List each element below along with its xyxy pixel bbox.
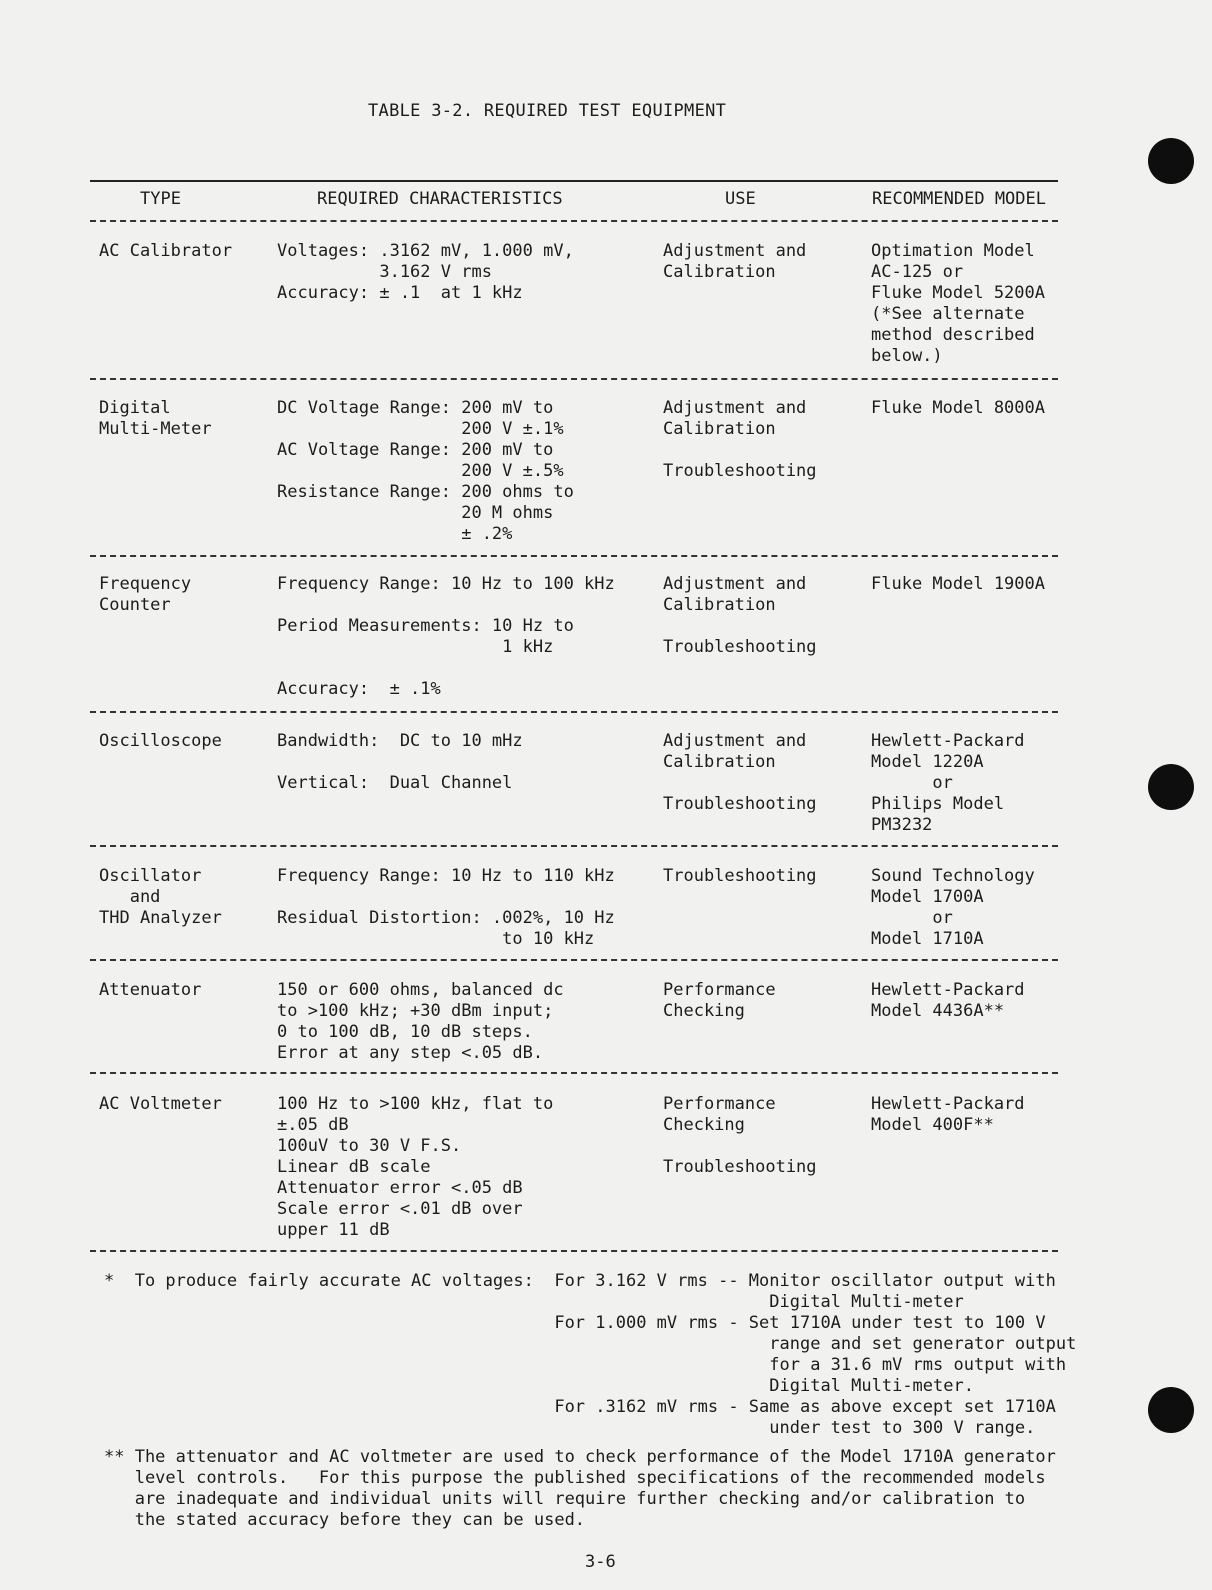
table-top-rule — [90, 180, 1058, 182]
cell-characteristics: 100 Hz to >100 kHz, flat to ±.05 dB 100uV to 30 V F.S. Linear dB scale Attenuator error <.05 dB Scale error <.01 dB over upper 11 dB — [277, 1094, 554, 1240]
punch-hole — [1148, 138, 1194, 184]
cell-characteristics: DC Voltage Range: 200 mV to 200 V ±.1% AC Voltage Range: 200 mV to 200 V ±.5% Resistance Range: 200 ohms to 20 M ohms ± .2% — [277, 398, 574, 544]
cell-characteristics: Frequency Range: 10 Hz to 110 kHz Residual Distortion: .002%, 10 Hz to 10 kHz — [277, 866, 615, 949]
footnote-double-star: ** The attenuator and AC voltmeter are used to check performance of the Model 1710A generator level controls. For this purpose the published specifications of the recommended models are inadequate and individual units will require further checking and/or calibration to the stated accuracy before they can be used. — [104, 1447, 1056, 1530]
table-title: TABLE 3-2. REQUIRED TEST EQUIPMENT — [368, 101, 727, 121]
row-rule — [90, 711, 1058, 713]
cell-type: Frequency Counter — [99, 574, 192, 615]
cell-type: Digital Multi-Meter — [99, 398, 212, 439]
cell-model: Hewlett-Packard Model 400F** — [871, 1094, 1025, 1135]
cell-type: Oscillator and THD Analyzer — [99, 866, 222, 928]
cell-model: Fluke Model 8000A — [871, 398, 1045, 418]
cell-characteristics: 150 or 600 ohms, balanced dc to >100 kHz; +30 dBm input; 0 to 100 dB, 10 dB steps. Error at any step <.05 dB. — [277, 980, 564, 1063]
header-type: TYPE — [140, 189, 181, 209]
row-rule — [90, 845, 1058, 847]
header-model: RECOMMENDED MODEL — [872, 189, 1046, 209]
cell-type: Oscilloscope — [99, 731, 222, 751]
cell-model: Fluke Model 1900A — [871, 574, 1045, 594]
cell-use: Performance Checking — [663, 980, 776, 1021]
row-rule — [90, 1072, 1058, 1074]
header-rule — [90, 220, 1058, 222]
cell-model: Hewlett-Packard Model 4436A** — [871, 980, 1025, 1021]
page-number: 3-6 — [585, 1552, 616, 1572]
header-use: USE — [725, 189, 756, 209]
cell-type: AC Voltmeter — [99, 1094, 222, 1114]
footnote-single-star: * To produce fairly accurate AC voltages: For 3.162 V rms -- Monitor oscillator output with Digital Multi-meter For 1.000 mV rms - Set 1710A under test to 100 V range and set generator output for a 31.6 mV rms output with Digital Multi-meter. For .3162 mV rms - Same as above except set 1710A under test to 300 V range. — [104, 1271, 1077, 1438]
cell-characteristics: Frequency Range: 10 Hz to 100 kHz Period Measurements: 10 Hz to 1 kHz Accuracy: ± .1% — [277, 574, 615, 699]
table-bottom-rule — [90, 1250, 1058, 1252]
header-characteristics: REQUIRED CHARACTERISTICS — [317, 189, 563, 209]
row-rule — [90, 378, 1058, 380]
punch-hole — [1148, 764, 1194, 810]
cell-use: Adjustment and Calibration Troubleshooting — [663, 731, 817, 814]
cell-use: Adjustment and Calibration — [663, 241, 807, 282]
punch-hole — [1148, 1387, 1194, 1433]
cell-use: Troubleshooting — [663, 866, 817, 886]
cell-characteristics: Bandwidth: DC to 10 mHz Vertical: Dual Channel — [277, 731, 523, 793]
row-rule — [90, 959, 1058, 961]
cell-use: Adjustment and Calibration Troubleshooting — [663, 398, 817, 481]
cell-use: Performance Checking Troubleshooting — [663, 1094, 817, 1177]
cell-type: AC Calibrator — [99, 241, 233, 261]
row-rule — [90, 555, 1058, 557]
cell-model: Hewlett-Packard Model 1220A or Philips Model PM3232 — [871, 731, 1025, 835]
cell-type: Attenuator — [99, 980, 202, 1000]
cell-use: Adjustment and Calibration Troubleshooting — [663, 574, 817, 657]
cell-model: Sound Technology Model 1700A or Model 1710A — [871, 866, 1035, 949]
cell-model: Optimation Model AC-125 or Fluke Model 5200A (*See alternate method described below.) — [871, 241, 1045, 366]
cell-characteristics: Voltages: .3162 mV, 1.000 mV, 3.162 V rms Accuracy: ± .1 at 1 kHz — [277, 241, 574, 303]
